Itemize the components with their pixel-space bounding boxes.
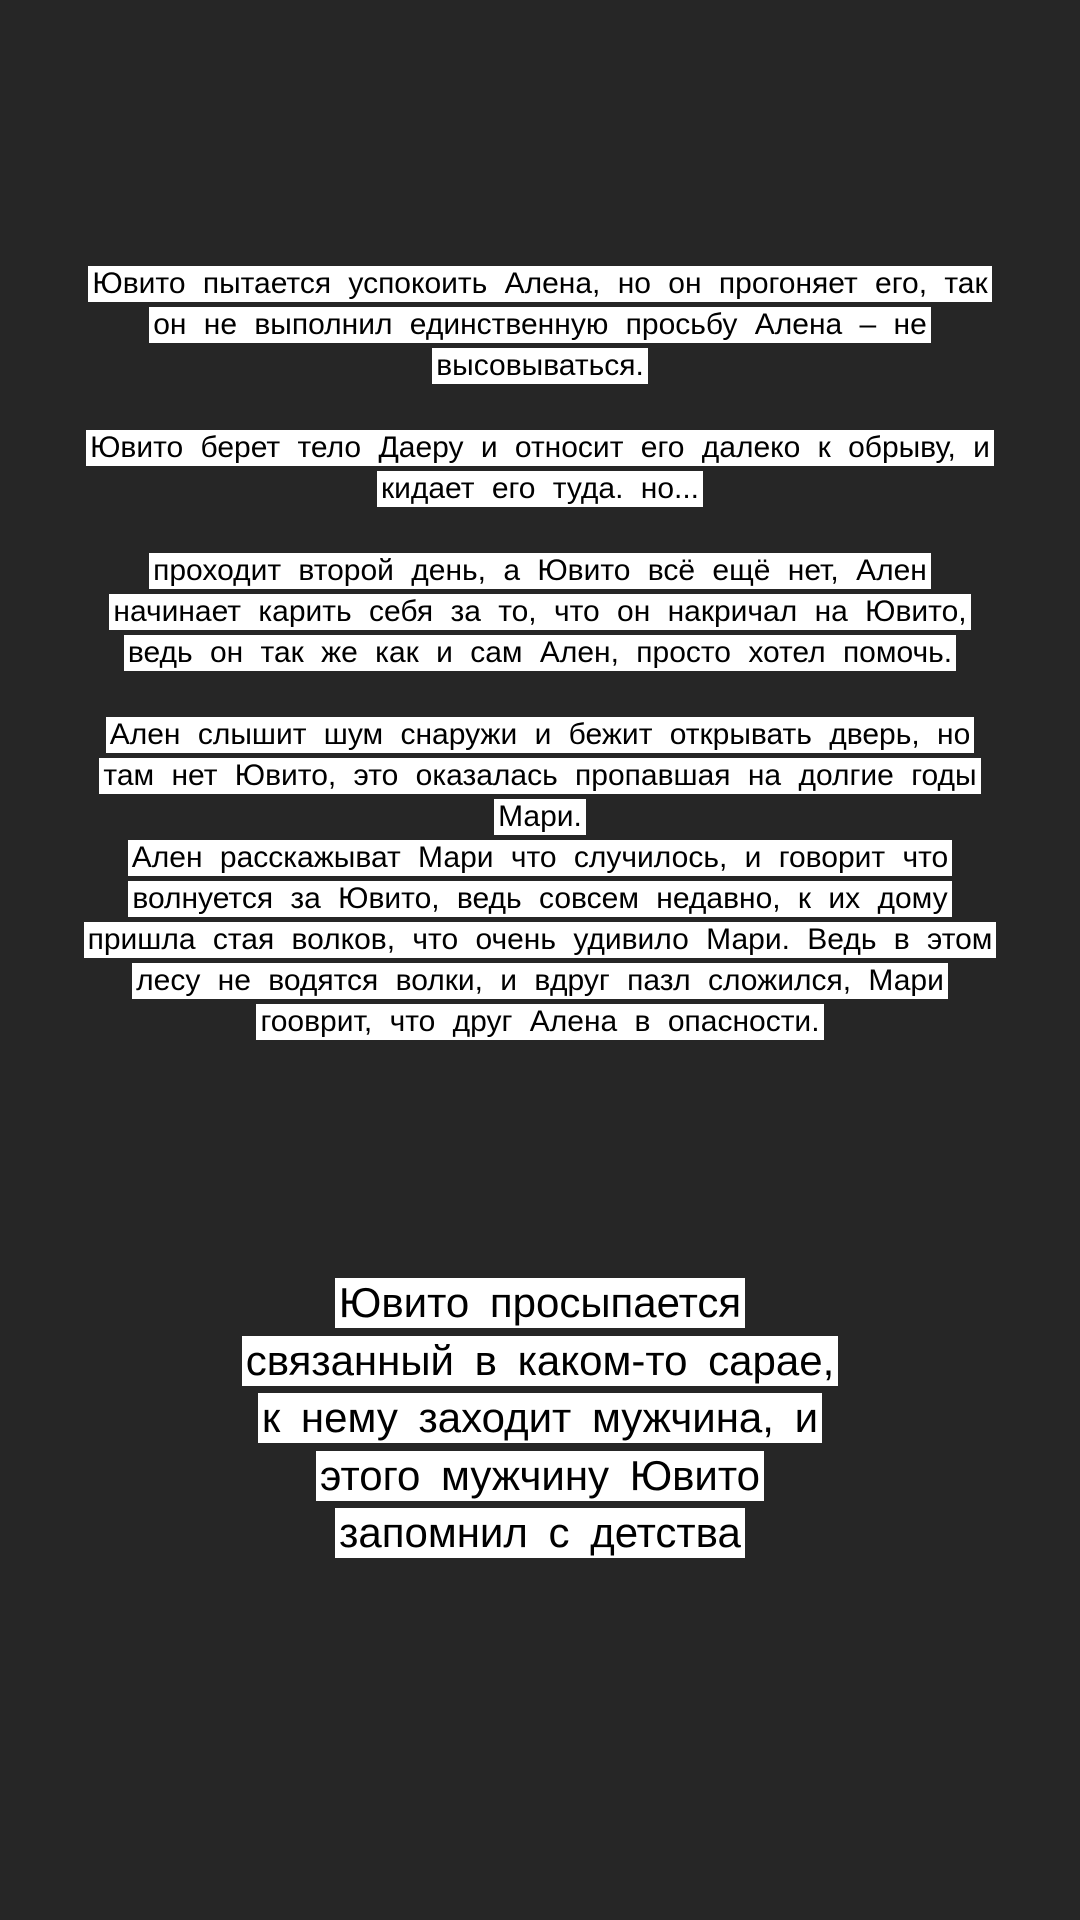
text-line bbox=[0, 427, 1080, 468]
highlighted-text: Ален слышит шум снаружи и бежит открывать дверь, но bbox=[106, 717, 975, 753]
highlighted-text: лесу не водятся волки, и вдруг пазл сложился, Мари bbox=[132, 963, 948, 999]
text-line bbox=[0, 632, 1080, 673]
highlighted-text: он не выполнил единственную просьбу Алена – не bbox=[149, 307, 931, 343]
text-line bbox=[0, 1447, 1080, 1505]
highlighted-text: кидает его туда. но... bbox=[377, 471, 703, 507]
paragraph-gap bbox=[0, 509, 1080, 550]
paragraph-gap bbox=[0, 386, 1080, 427]
highlighted-text: Мари. bbox=[494, 799, 586, 835]
text-line bbox=[0, 714, 1080, 755]
highlighted-text: запомнил с детства bbox=[335, 1508, 745, 1558]
text-line bbox=[0, 345, 1080, 386]
text-line bbox=[0, 919, 1080, 960]
text-line bbox=[0, 263, 1080, 304]
text-line bbox=[0, 1001, 1080, 1042]
text-line bbox=[0, 1389, 1080, 1447]
highlighted-text: ведь он так же как и сам Ален, просто хотел помочь. bbox=[124, 635, 956, 671]
text-line bbox=[0, 755, 1080, 796]
highlighted-text: Ювито пытается успокоить Алена, но он прогоняет его, так bbox=[88, 266, 991, 302]
text-line bbox=[0, 1504, 1080, 1562]
highlighted-text: Ювито просыпается bbox=[335, 1278, 745, 1328]
text-line bbox=[0, 304, 1080, 345]
text-line bbox=[0, 1332, 1080, 1390]
highlighted-text: начинает карить себя за то, что он накричал на Ювито, bbox=[109, 594, 970, 630]
text-line bbox=[0, 837, 1080, 878]
text-line bbox=[0, 468, 1080, 509]
highlighted-text: гооврит, что друг Алена в опасности. bbox=[256, 1004, 823, 1040]
text-line bbox=[0, 796, 1080, 837]
highlighted-text: там нет Ювито, это оказалась пропавшая на долгие годы bbox=[99, 758, 980, 794]
highlighted-text: проходит второй день, а Ювито всё ещё нет, Ален bbox=[149, 553, 931, 589]
text-line bbox=[0, 1274, 1080, 1332]
highlighted-text: пришла стая волков, что очень удивило Мари. Ведь в этом bbox=[84, 922, 997, 958]
story-text-lower bbox=[0, 1274, 1080, 1562]
paragraph-gap bbox=[0, 673, 1080, 714]
highlighted-text: этого мужчину Ювито bbox=[316, 1451, 764, 1501]
highlighted-text: к нему заходит мужчина, и bbox=[258, 1393, 822, 1443]
text-line bbox=[0, 550, 1080, 591]
text-line bbox=[0, 960, 1080, 1001]
story-text-upper bbox=[0, 263, 1080, 1042]
highlighted-text: Ювито берет тело Даеру и относит его далеко к обрыву, и bbox=[86, 430, 994, 466]
highlighted-text: высовываться. bbox=[432, 348, 648, 384]
highlighted-text: связанный в каком-то сарае, bbox=[242, 1336, 839, 1386]
highlighted-text: Ален расскажыват Мари что случилось, и говорит что bbox=[128, 840, 952, 876]
highlighted-text: волнуется за Ювито, ведь совсем недавно, к их дому bbox=[128, 881, 951, 917]
text-line bbox=[0, 878, 1080, 919]
text-line bbox=[0, 591, 1080, 632]
